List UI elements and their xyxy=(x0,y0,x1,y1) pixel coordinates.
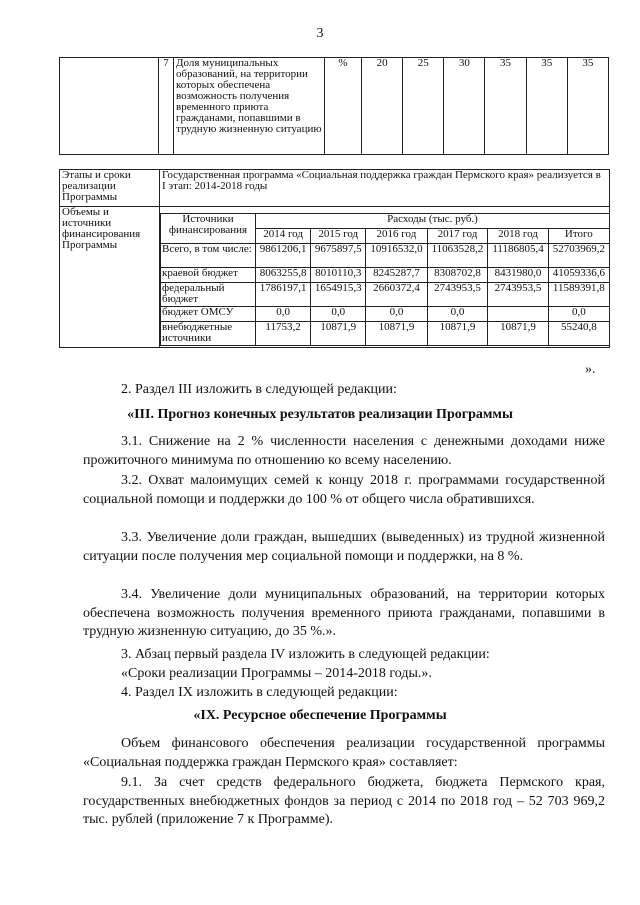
expenses-header: Расходы (тыс. руб.) xyxy=(256,214,610,229)
finance-value: 2743953,5 xyxy=(488,283,548,307)
finance-value: 8308702,8 xyxy=(427,268,488,283)
year-header: 2015 год xyxy=(311,229,366,244)
finance-value: 11753,2 xyxy=(256,322,311,346)
empty-cell xyxy=(60,58,159,155)
heading-section3: «III. Прогноз конечных результатов реализации Программы xyxy=(127,407,513,422)
indicator-value: 35 xyxy=(485,58,526,155)
finance-value: 1654915,3 xyxy=(311,283,366,307)
table-row xyxy=(161,214,610,229)
source-name: федеральный бюджет xyxy=(161,283,256,307)
finance-table xyxy=(160,213,610,346)
finance-value: 8063255,8 xyxy=(256,268,311,283)
finance-value: 10871,9 xyxy=(311,322,366,346)
indicator-value: 25 xyxy=(403,58,444,155)
indicator-value: 20 xyxy=(362,58,403,155)
stage-label: Этапы и сроки реализации Программы xyxy=(60,170,160,207)
table-row xyxy=(161,307,610,322)
finance-value: 8431980,0 xyxy=(488,268,548,283)
finance-value: 10871,9 xyxy=(488,322,548,346)
paragraph-section3-intro: 2. Раздел III изложить в следующей редакции: xyxy=(121,382,397,397)
finance-value: 11186805,4 xyxy=(488,244,548,268)
table-row xyxy=(161,322,610,346)
heading-section9: «IX. Ресурсное обеспечение Программы xyxy=(193,708,447,723)
finance-value: 10871,9 xyxy=(366,322,427,346)
indicator-value: 30 xyxy=(444,58,485,155)
indicator-value: 35 xyxy=(526,58,567,155)
finance-value: 0,0 xyxy=(427,307,488,322)
indicator-value: 35 xyxy=(567,58,608,155)
paragraph-3-1: 3.1. Снижение на 2 % численности населения с денежными доходами ниже прожиточного минимума по отношению ко всему населению. xyxy=(83,434,605,468)
finance-value: 1786197,1 xyxy=(256,283,311,307)
indicator-table xyxy=(59,57,609,155)
finance-value: 10916532,0 xyxy=(366,244,427,268)
finance-value: 0,0 xyxy=(548,307,609,322)
table-row xyxy=(60,170,610,207)
closing-quote: ». xyxy=(585,362,596,377)
sources-header: Источники финансирования xyxy=(161,214,256,244)
finance-value: 52703969,2 xyxy=(548,244,609,268)
finance-value xyxy=(488,307,548,322)
year-header: 2017 год xyxy=(427,229,488,244)
finance-value: 0,0 xyxy=(366,307,427,322)
source-name: бюджет ОМСУ xyxy=(161,307,256,322)
row-index: 7 xyxy=(159,58,174,155)
indicator-unit: % xyxy=(325,58,362,155)
table-row xyxy=(161,283,610,307)
table-row xyxy=(161,268,610,283)
finance-value: 9861206,1 xyxy=(256,244,311,268)
table-row xyxy=(161,244,610,268)
paragraph-volume: Объем финансового обеспечения реализации государственной программы «Социальная поддержка граждан Пермского края» составляет: xyxy=(83,736,605,770)
finance-value: 0,0 xyxy=(256,307,311,322)
source-name: краевой бюджет xyxy=(161,268,256,283)
finance-value: 0,0 xyxy=(311,307,366,322)
year-header: 2016 год xyxy=(366,229,427,244)
paragraph-3-3: 3.3. Увеличение доли граждан, вышедших (выведенных) из трудной жизненной ситуации после получения мер социальной помощи и поддержки, на 8 %. xyxy=(83,530,605,564)
finance-value: 9675897,5 xyxy=(311,244,366,268)
finance-value: 11063528,2 xyxy=(427,244,488,268)
year-header: Итого xyxy=(548,229,609,244)
paragraph-3-2: 3.2. Охват малоимущих семей к концу 2018 г. программами государственной социальной помощи и поддержки до 100 % от общего числа обратившихся. xyxy=(83,473,605,507)
source-name: внебюджетные источники xyxy=(161,322,256,346)
finance-value: 41059336,6 xyxy=(548,268,609,283)
stage-text: Государственная программа «Социальная поддержка граждан Пермского края» реализуется в I этап: 2014-2018 годы xyxy=(160,170,610,207)
paragraph-9-1: 9.1. За счет средств федерального бюджета, бюджета Пермского края, государственных внебюджетных фондов за период с 2014 по 2018 год – 52 703 969,2 тыс. рублей (приложение 7 к Программе). xyxy=(83,775,605,827)
finance-value: 10871,9 xyxy=(427,322,488,346)
finance-value: 11589391,8 xyxy=(548,283,609,307)
paragraph-section4-intro: 3. Абзац первый раздела IV изложить в следующей редакции: xyxy=(121,647,490,662)
year-header: 2018 год xyxy=(488,229,548,244)
paragraph-terms: «Сроки реализации Программы – 2014-2018 годы.». xyxy=(121,666,432,681)
finance-value: 55240,8 xyxy=(548,322,609,346)
table-row xyxy=(60,58,609,155)
source-name: Всего, в том числе: xyxy=(161,244,256,268)
finance-value: 8245287,7 xyxy=(366,268,427,283)
indicator-text: Доля муниципальных образований, на территории которых обеспечена возможность получения временного приюта гражданами, попавшими в трудную жизненную ситуацию xyxy=(174,58,325,155)
page-number: 3 xyxy=(316,26,324,41)
finance-value: 2743953,5 xyxy=(427,283,488,307)
paragraph-3-4: 3.4. Увеличение доли муниципальных образований, на территории которых обеспечена возможность получения временного приюта гражданами, попавшими в трудную жизненную ситуацию, до 35 %.». xyxy=(83,587,605,639)
finance-value: 8010110,3 xyxy=(311,268,366,283)
finance-value: 2660372,4 xyxy=(366,283,427,307)
finance-label: Объемы и источники финансирования Программы xyxy=(60,207,160,348)
paragraph-section9-intro: 4. Раздел IX изложить в следующей редакции: xyxy=(121,685,398,700)
year-header: 2014 год xyxy=(256,229,311,244)
